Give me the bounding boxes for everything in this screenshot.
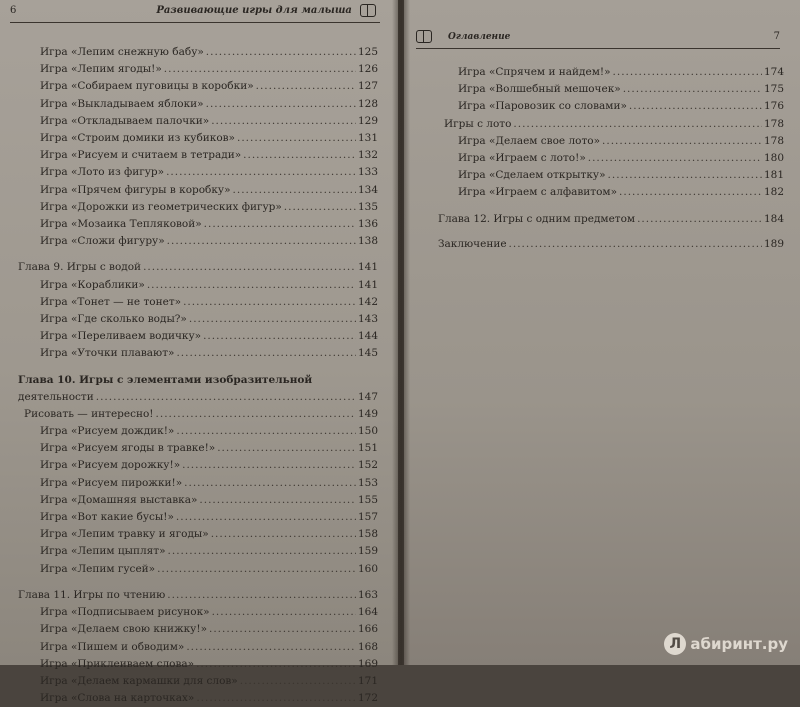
toc-entry <box>18 199 378 216</box>
toc-entry-title: Игра «Волшебный мешочек» <box>458 83 621 96</box>
dot-leader <box>608 167 762 184</box>
dot-leader <box>167 587 356 604</box>
toc-entry-title: Игра «Приклеиваем слова» <box>40 657 195 670</box>
dot-leader <box>637 211 762 228</box>
dot-leader <box>183 294 356 311</box>
toc-entry-title: Игра «Строим домики из кубиков» <box>40 132 235 145</box>
toc-entry <box>18 543 378 560</box>
left-running-title: Развивающие игры для малыша <box>156 5 352 16</box>
toc-entry <box>18 587 378 604</box>
left-head-rule <box>10 22 380 23</box>
watermark-logo: Л <box>664 633 686 655</box>
toc-entry <box>18 604 378 621</box>
toc-entry <box>18 673 378 690</box>
toc-entry-page: 175 <box>763 83 784 96</box>
toc-entry-page: 144 <box>357 330 378 343</box>
toc-entry-page: 155 <box>357 493 378 506</box>
toc-entry-page: 180 <box>763 152 784 165</box>
toc-entry-page: 172 <box>357 692 378 705</box>
toc-entry-title: Игра «Лепим снежную бабу» <box>40 46 204 58</box>
dot-leader <box>182 457 356 474</box>
toc-entry-page: 134 <box>357 183 378 196</box>
dot-leader <box>196 656 356 673</box>
dot-leader <box>156 406 356 423</box>
toc-entry-title: Рисовать — интересно! <box>24 407 154 420</box>
toc-entry <box>18 509 378 526</box>
labirint-watermark <box>664 633 788 655</box>
toc-entry-page: 145 <box>357 347 378 360</box>
toc-entry-title: Глава 11. Игры по чтению <box>18 588 166 601</box>
dot-leader <box>166 164 356 181</box>
toc-entry-title: Игра «Паровозик со словами» <box>458 100 627 113</box>
toc-entry <box>438 81 784 98</box>
toc-entry-title: Игра «Мозаика Тепляковой» <box>40 218 202 231</box>
toc-entry <box>18 277 378 294</box>
toc-entry-page: 163 <box>357 588 378 601</box>
right-toc <box>438 64 784 253</box>
toc-entry-page: 133 <box>357 166 378 179</box>
toc-entry <box>18 475 378 492</box>
dot-leader <box>96 389 356 406</box>
dot-leader <box>256 78 356 95</box>
toc-entry-page: 152 <box>357 459 378 472</box>
toc-entry <box>18 182 378 199</box>
toc-entry-title: Игра «Домашняя выставка» <box>40 493 198 506</box>
toc-entry-title: Игра «Подписываем рисунок» <box>40 606 210 619</box>
toc-entry <box>18 690 378 707</box>
dot-leader <box>217 440 356 457</box>
toc-entry-title: Игра «Рисуем и считаем в тетради» <box>40 149 242 162</box>
toc-entry-title: Игра «Выкладываем яблоки» <box>40 97 204 110</box>
dot-leader <box>147 277 356 294</box>
dot-leader <box>619 184 762 201</box>
toc-entry-page: 142 <box>357 295 378 308</box>
toc-entry <box>18 457 378 474</box>
toc-entry <box>18 44 378 61</box>
toc-entry <box>438 133 784 150</box>
toc-entry-title: Игра «Вот какие бусы!» <box>40 511 174 524</box>
toc-entry-title: Игра «Делаем свою книжку!» <box>40 623 207 636</box>
dot-leader <box>206 96 356 113</box>
dot-leader <box>176 345 356 362</box>
toc-entry-title: Игра «Лепим ягоды!» <box>40 63 162 76</box>
toc-entry-page: 149 <box>357 407 378 420</box>
toc-entry <box>18 130 378 147</box>
right-head-rule <box>416 48 780 49</box>
dot-leader <box>199 492 356 509</box>
toc-entry-page: 127 <box>357 80 378 93</box>
toc-entry-page: 157 <box>357 511 378 524</box>
toc-entry-page: 132 <box>357 149 378 162</box>
dot-leader <box>167 233 356 250</box>
toc-entry-page: 129 <box>357 114 378 127</box>
right-running-head <box>416 30 780 43</box>
toc-entry <box>18 492 378 509</box>
toc-entry-title: Глава 10. Игры с элементами изобразительной <box>18 373 313 386</box>
toc-entry-page: 159 <box>357 545 378 558</box>
toc-entry-title: Игра «Лепим цыплят» <box>40 545 166 558</box>
dot-leader <box>240 673 356 690</box>
toc-entry <box>18 406 378 423</box>
toc-entry-page: 164 <box>357 606 378 619</box>
toc-entry-title: Игра «Тонет — не тонет» <box>40 295 182 308</box>
dot-leader <box>176 423 356 440</box>
toc-entry <box>18 372 378 389</box>
toc-entry-title: Игра «Собираем пуговицы в коробки» <box>40 80 254 93</box>
toc-entry-title: Игра «Лепим травку и ягоды» <box>40 528 209 541</box>
toc-entry <box>18 423 378 440</box>
dot-leader <box>211 526 356 543</box>
toc-entry-page: 138 <box>357 235 378 248</box>
toc-entry-title: Игра «Сложи фигуру» <box>40 235 165 248</box>
toc-entry <box>18 259 378 276</box>
toc-entry-page: 178 <box>763 117 784 130</box>
dot-leader <box>206 44 356 61</box>
toc-entry-page: 143 <box>357 313 378 326</box>
toc-entry <box>18 328 378 345</box>
toc-entry <box>438 98 784 115</box>
toc-entry-title: Игра «Рисуем пирожки!» <box>40 476 183 489</box>
toc-entry-page: 147 <box>357 390 378 403</box>
toc-entry-title: Игра «Играем с лото!» <box>458 152 586 165</box>
toc-entry-title: Игра «Делаем свое лото» <box>458 134 601 147</box>
dot-leader <box>513 116 762 133</box>
toc-entry <box>18 389 378 406</box>
toc-entry-page: 158 <box>357 528 378 541</box>
toc-entry-title: Игра «Делаем кармашки для слов» <box>40 674 238 687</box>
toc-entry-page: 136 <box>357 218 378 231</box>
toc-entry-title: Игра «Играем с алфавитом» <box>458 186 618 199</box>
toc-entry-title: Глава 12. Игры с одним предметом <box>438 212 636 225</box>
toc-entry-title: Игра «Лото из фигур» <box>40 166 165 179</box>
toc-entry-title: деятельности <box>18 390 94 403</box>
toc-entry <box>18 561 378 578</box>
toc-entry <box>18 233 378 250</box>
toc-entry-page: 189 <box>763 237 784 250</box>
toc-entry-page: 169 <box>357 657 378 670</box>
toc-entry <box>438 236 784 253</box>
dot-leader <box>509 236 762 253</box>
right-page-number: 7 <box>773 31 780 42</box>
toc-entry-page: 174 <box>763 66 784 78</box>
toc-entry <box>18 440 378 457</box>
toc-entry <box>18 621 378 638</box>
toc-entry <box>438 184 784 201</box>
toc-entry-page: 171 <box>357 674 378 687</box>
dot-leader <box>196 690 356 707</box>
toc-entry-title: Игра «Прячем фигуры в коробку» <box>40 183 231 196</box>
right-running-title: Оглавление <box>448 31 511 42</box>
dot-leader <box>186 639 356 656</box>
dot-leader <box>623 81 762 98</box>
dot-leader <box>209 621 356 638</box>
dot-leader <box>602 133 762 150</box>
toc-entry <box>438 116 784 133</box>
dot-leader <box>243 147 356 164</box>
toc-entry-title: Игра «Пишем и обводим» <box>40 640 185 653</box>
toc-entry <box>18 96 378 113</box>
toc-entry-page: 166 <box>357 623 378 636</box>
dot-leader <box>237 130 356 147</box>
toc-entry-page: 131 <box>357 132 378 145</box>
toc-entry <box>438 150 784 167</box>
dot-leader <box>184 475 356 492</box>
toc-entry-page: 168 <box>357 640 378 653</box>
toc-entry-page: 141 <box>357 261 378 274</box>
toc-entry-page: 151 <box>357 442 378 455</box>
toc-entry-page: 184 <box>763 212 784 225</box>
toc-entry-title: Игра «Переливаем водичку» <box>40 330 202 343</box>
toc-entry <box>18 345 378 362</box>
dot-leader <box>157 561 356 578</box>
toc-entry-page: 125 <box>357 46 378 58</box>
toc-entry-page: 153 <box>357 476 378 489</box>
toc-entry-title: Игра «Где сколько воды?» <box>40 313 187 326</box>
toc-entry-title: Игра «Рисуем дорожку!» <box>40 459 181 472</box>
toc-entry-page: 160 <box>357 562 378 575</box>
dot-leader <box>164 61 356 78</box>
toc-entry-title: Игра «Уточки плавают» <box>40 347 175 360</box>
toc-entry-page: 126 <box>357 63 378 76</box>
toc-entry-page: 176 <box>763 100 784 113</box>
book-icon <box>360 4 376 17</box>
dot-leader <box>168 543 356 560</box>
toc-entry <box>438 167 784 184</box>
toc-entry <box>18 294 378 311</box>
toc-entry-title: Игра «Кораблики» <box>40 278 145 291</box>
dot-leader <box>588 150 762 167</box>
toc-entry-page: 178 <box>763 134 784 147</box>
toc-entry-page: 150 <box>357 425 378 438</box>
toc-entry <box>18 656 378 673</box>
dot-leader <box>233 182 356 199</box>
toc-entry-title: Игра «Спрячем и найдем!» <box>458 66 611 78</box>
toc-entry-title: Игра «Рисуем дождик!» <box>40 425 175 438</box>
toc-entry <box>18 311 378 328</box>
dot-leader <box>211 113 356 130</box>
toc-entry <box>438 211 784 228</box>
dot-leader <box>143 259 356 276</box>
book-gutter <box>392 0 410 665</box>
right-page <box>404 0 800 665</box>
toc-entry <box>18 113 378 130</box>
left-page-number: 6 <box>10 5 17 16</box>
toc-entry-title: Игра «Откладываем палочки» <box>40 114 210 127</box>
toc-entry <box>18 526 378 543</box>
toc-entry-page: 181 <box>763 169 784 182</box>
toc-entry-title: Игра «Рисуем ягоды в травке!» <box>40 442 216 455</box>
left-page <box>0 0 398 705</box>
toc-entry <box>18 78 378 95</box>
left-running-head <box>10 4 380 17</box>
toc-entry <box>18 61 378 78</box>
left-toc <box>18 44 378 707</box>
dot-leader <box>203 328 356 345</box>
toc-entry-page: 141 <box>357 278 378 291</box>
toc-entry-title: Игра «Сделаем открытку» <box>458 169 606 182</box>
toc-entry-title: Игра «Слова на карточках» <box>40 692 195 705</box>
dot-leader <box>613 64 762 81</box>
toc-entry-title: Игры с лото <box>444 117 512 130</box>
toc-entry <box>18 216 378 233</box>
book-icon <box>416 30 432 43</box>
toc-entry-title: Заключение <box>438 237 507 250</box>
dot-leader <box>284 199 356 216</box>
dot-leader <box>176 509 356 526</box>
toc-entry-title: Игра «Лепим гусей» <box>40 562 156 575</box>
toc-entry <box>18 164 378 181</box>
toc-entry-page: 182 <box>763 186 784 199</box>
toc-entry-page: 128 <box>357 97 378 110</box>
toc-entry-title: Глава 9. Игры с водой <box>18 261 142 274</box>
dot-leader <box>212 604 356 621</box>
toc-entry-page: 135 <box>357 200 378 213</box>
toc-entry <box>438 64 784 81</box>
toc-entry <box>18 147 378 164</box>
dot-leader <box>189 311 356 328</box>
toc-entry-title: Игра «Дорожки из геометрических фигур» <box>40 200 282 213</box>
dot-leader <box>629 98 762 115</box>
toc-entry <box>18 639 378 656</box>
watermark-text: абиринт.ру <box>690 635 788 653</box>
dot-leader <box>204 216 356 233</box>
